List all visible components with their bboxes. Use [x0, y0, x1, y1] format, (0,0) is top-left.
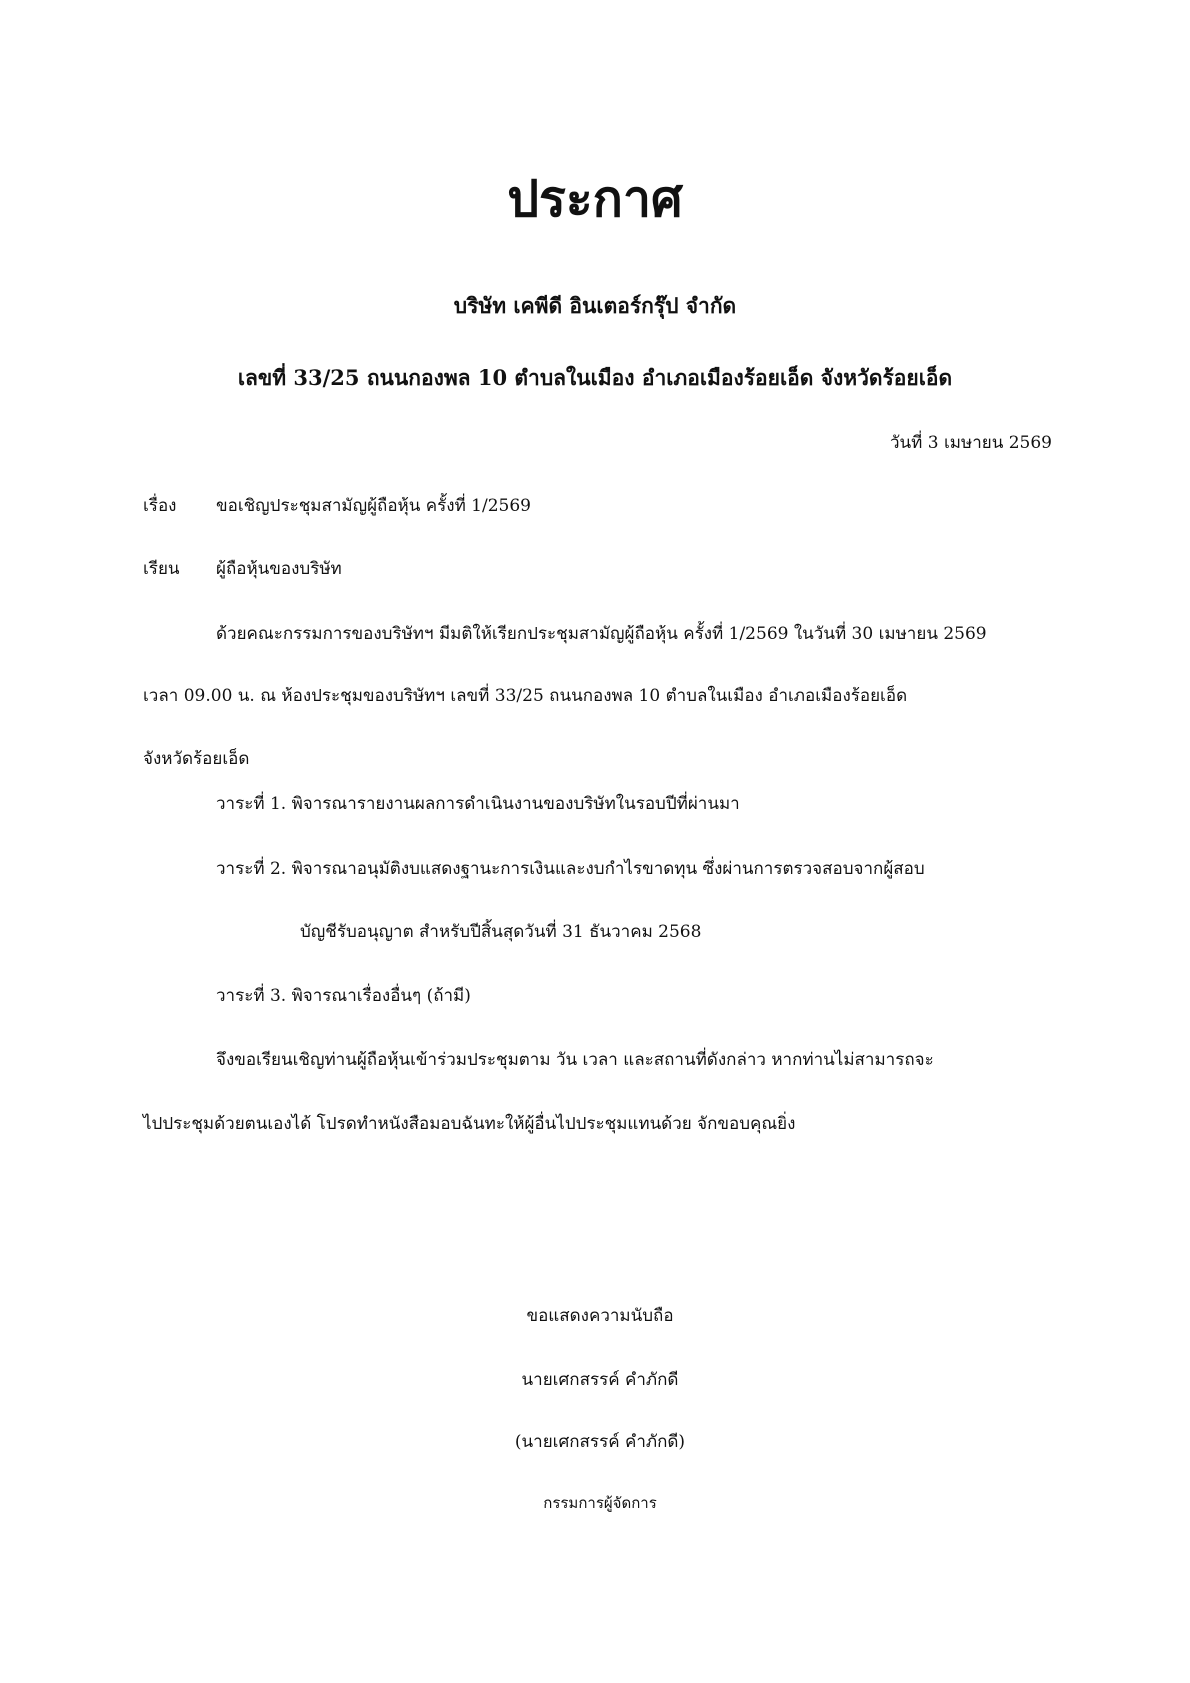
agenda-item-2-continuation: บัญชีรับอนุญาต สำหรับปีสิ้นสุดวันที่ 31 ธันวาคม 2568 [300, 922, 702, 942]
paragraph-1-line-3: จังหวัดร้อยเอ็ด [143, 749, 250, 769]
agenda-item-3: วาระที่ 3. พิจารณาเรื่องอื่นๆ (ถ้ามี) [216, 986, 471, 1006]
recipient-value: ผู้ถือหุ้นของบริษัท [216, 559, 342, 579]
signatory-position: กรรมการผู้จัดการ [543, 1494, 657, 1512]
paragraph-2-line-1: จึงขอเรียนเชิญท่านผู้ถือหุ้นเข้าร่วมประชุมตาม วัน เวลา และสถานที่ดังกล่าว หากท่านไม่สามารถจะ [216, 1050, 934, 1070]
signatory-name: นายเศกสรรค์ คำภักดี [521, 1370, 679, 1390]
document-title: ประกาศ [507, 169, 683, 228]
signatory-name-bracketed: (นายเศกสรรค์ คำภักดี) [514, 1432, 686, 1452]
paragraph-1-line-2: เวลา 09.00 น. ณ ห้องประชุมของบริษัทฯ เลขที่ 33/25 ถนนกองพล 10 ตำบลในเมือง อำเภอเมืองร้อยเอ็ด [143, 686, 908, 706]
agenda-item-1: วาระที่ 1. พิจารณารายงานผลการดำเนินงานของบริษัทในรอบปีที่ผ่านมา [216, 794, 740, 814]
subject-value: ขอเชิญประชุมสามัญผู้ถือหุ้น ครั้งที่ 1/2569 [216, 496, 531, 516]
paragraph-1-line-1: ด้วยคณะกรรมการของบริษัทฯ มีมติให้เรียกประชุมสามัญผู้ถือหุ้น ครั้งที่ 1/2569 ในวันที่ 30 เมษายน 2569 [216, 624, 987, 644]
company-name: บริษัท เคพีดี อินเตอร์กรุ๊ป จำกัด [453, 293, 737, 318]
paragraph-2-line-2: ไปประชุมด้วยตนเองได้ โปรดทำหนังสือมอบฉันทะให้ผู้อื่นไปประชุมแทนด้วย จักขอบคุณยิ่ง [143, 1114, 796, 1134]
document-date: วันที่ 3 เมษายน 2569 [889, 433, 1052, 453]
recipient-label: เรียน [143, 559, 180, 579]
agenda-item-2: วาระที่ 2. พิจารณาอนุมัติงบแสดงฐานะการเงินและงบกำไรขาดทุน ซึ่งผ่านการตรวจสอบจากผู้สอบ [216, 859, 925, 879]
subject-label: เรื่อง [143, 496, 177, 516]
company-address: เลขที่ 33/25 ถนนกองพล 10 ตำบลในเมือง อำเภอเมืองร้อยเอ็ด จังหวัดร้อยเอ็ด [237, 365, 953, 390]
closing-text: ขอแสดงความนับถือ [526, 1306, 674, 1326]
